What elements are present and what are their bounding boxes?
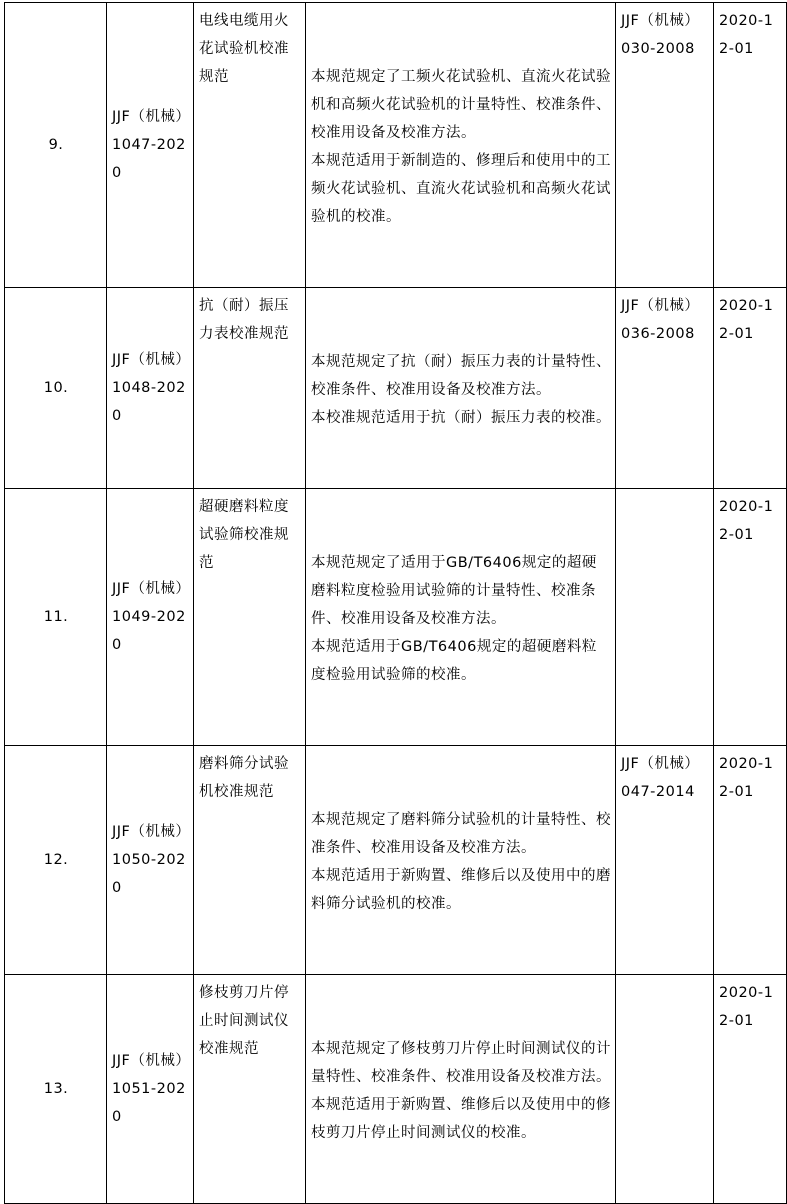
replaced-standard: JJF（机械）047-2014 — [616, 746, 714, 975]
replaced-standard — [616, 489, 714, 746]
standard-code: JJF（机械）1047-2020 — [107, 3, 194, 288]
standard-name: 修枝剪刀片停止时间测试仪校准规范 — [194, 975, 306, 1204]
description-paragraph: 本规范规定了抗（耐）振压力表的计量特性、校准条件、校准用设备及校准方法。 — [311, 354, 611, 398]
standard-name: 超硬磨料粒度试验筛校准规范 — [194, 489, 306, 746]
implementation-date: 2020-12-01 — [714, 288, 787, 489]
implementation-date: 2020-12-01 — [714, 975, 787, 1204]
table-row — [5, 746, 787, 975]
description-paragraph: 本规范规定了磨料筛分试验机的计量特性、校准条件、校准用设备及校准方法。 — [311, 812, 611, 856]
table-row — [5, 489, 787, 746]
description-paragraph: 本规范规定了工频火花试验机、直流火花试验机和高频火花试验机的计量特性、校准条件、校准用设备及校准方法。 — [311, 69, 611, 141]
description-paragraph: 本规范适用于新购置、维修后以及使用中的磨料筛分试验机的校准。 — [311, 868, 611, 912]
standard-description — [306, 489, 616, 746]
standards-table — [4, 2, 787, 1204]
row-number: 9. — [5, 3, 107, 288]
description-paragraph: 本规范适用于新购置、维修后以及使用中的修枝剪刀片停止时间测试仪的校准。 — [311, 1097, 611, 1141]
standard-code: JJF（机械）1051-2020 — [107, 975, 194, 1204]
implementation-date: 2020-12-01 — [714, 746, 787, 975]
description-paragraph: 本规范适用于GB/T6406规定的超硬磨料粒度检验用试验筛的校准。 — [311, 639, 597, 683]
row-number: 11. — [5, 489, 107, 746]
standard-description — [306, 975, 616, 1204]
standard-code: JJF（机械）1048-2020 — [107, 288, 194, 489]
standard-code: JJF（机械）1050-2020 — [107, 746, 194, 975]
replaced-standard: JJF（机械）036-2008 — [616, 288, 714, 489]
implementation-date: 2020-12-01 — [714, 489, 787, 746]
description-paragraph: 本规范规定了适用于GB/T6406规定的超硬磨料粒度检验用试验筛的计量特性、校准条件、校准用设备及校准方法。 — [311, 555, 597, 627]
standard-name: 磨料筛分试验机校准规范 — [194, 746, 306, 975]
standard-description — [306, 746, 616, 975]
replaced-standard — [616, 975, 714, 1204]
standard-name: 抗（耐）振压力表校准规范 — [194, 288, 306, 489]
table-row — [5, 975, 787, 1204]
implementation-date: 2020-12-01 — [714, 3, 787, 288]
replaced-standard: JJF（机械）030-2008 — [616, 3, 714, 288]
standard-description — [306, 288, 616, 489]
table-row — [5, 3, 787, 288]
row-number: 13. — [5, 975, 107, 1204]
standard-code: JJF（机械）1049-2020 — [107, 489, 194, 746]
description-paragraph: 本规范适用于新制造的、修理后和使用中的工频火花试验机、直流火花试验机和高频火花试验机的校准。 — [311, 153, 611, 225]
description-paragraph: 本规范规定了修枝剪刀片停止时间测试仪的计量特性、校准条件、校准用设备及校准方法。 — [311, 1041, 611, 1085]
standard-name: 电线电缆用火花试验机校准规范 — [194, 3, 306, 288]
table-row — [5, 288, 787, 489]
row-number: 12. — [5, 746, 107, 975]
description-paragraph: 本校准规范适用于抗（耐）振压力表的校准。 — [311, 410, 611, 426]
standard-description — [306, 3, 616, 288]
row-number: 10. — [5, 288, 107, 489]
